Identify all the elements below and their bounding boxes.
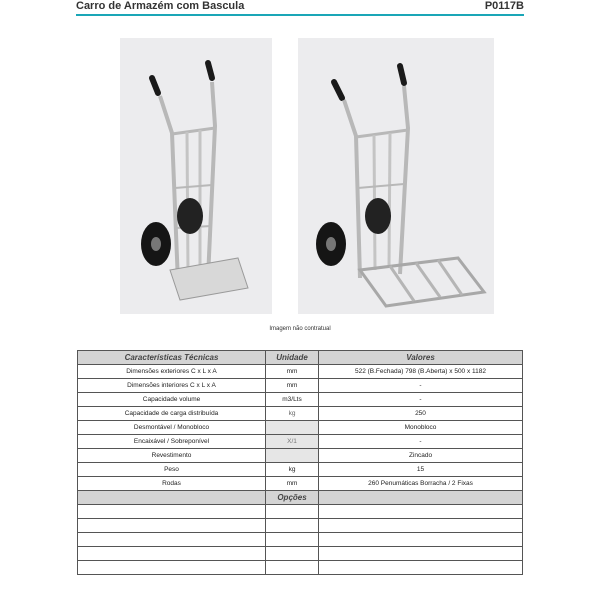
table-row — [78, 365, 523, 379]
table-row — [78, 463, 523, 477]
row-label: Dimensões exteriores C x L x A — [78, 365, 266, 379]
options-header-row — [78, 491, 523, 505]
hand-truck-open-image — [298, 38, 494, 314]
options-row — [78, 547, 523, 561]
row-label: Dimensões interiores C x L x A — [78, 379, 266, 393]
row-unit: mm — [266, 477, 319, 491]
row-label: Encaixável / Sobreponível — [78, 435, 266, 449]
table-row — [78, 477, 523, 491]
row-unit: mm — [266, 379, 319, 393]
row-label: Desmontável / Monobloco — [78, 421, 266, 435]
table-row — [78, 379, 523, 393]
options-label: Opções — [266, 491, 319, 505]
table-row — [78, 407, 523, 421]
hand-truck-closed-image — [120, 38, 272, 314]
row-unit: kg — [266, 463, 319, 477]
header-unit: Unidade — [266, 351, 319, 365]
row-unit: m3/Lts — [266, 393, 319, 407]
header-characteristics: Características Técnicas — [78, 351, 266, 365]
options-row — [78, 561, 523, 575]
row-unit: kg — [266, 407, 319, 421]
technical-specs-table — [77, 350, 523, 575]
page-header — [76, 0, 524, 16]
row-value: - — [319, 379, 523, 393]
product-photo-closed — [120, 38, 272, 314]
product-code: P0117B — [484, 0, 524, 12]
row-value: - — [319, 435, 523, 449]
options-row — [78, 533, 523, 547]
options-row — [78, 519, 523, 533]
header-title: Carro de Armazém com Bascula — [76, 0, 245, 12]
table-row — [78, 393, 523, 407]
row-value: 522 (B.Fechada) 798 (B.Aberta) x 500 x 1182 — [319, 365, 523, 379]
row-unit — [266, 449, 319, 463]
row-value: Monobloco — [319, 421, 523, 435]
row-unit — [266, 421, 319, 435]
row-label: Revestimento — [78, 449, 266, 463]
table-row — [78, 435, 523, 449]
row-label: Peso — [78, 463, 266, 477]
table-row — [78, 449, 523, 463]
image-disclaimer: Imagem não contratual — [269, 326, 331, 332]
row-value: - — [319, 393, 523, 407]
row-value: Zincado — [319, 449, 523, 463]
header-values: Valores — [319, 351, 523, 365]
row-value: 260 Penumáticas Borracha / 2 Fixas — [319, 477, 523, 491]
row-unit: X/1 — [266, 435, 319, 449]
table-header-row — [78, 351, 523, 365]
row-value: 250 — [319, 407, 523, 421]
row-label: Capacidade volume — [78, 393, 266, 407]
row-label: Capacidade de carga distribuída — [78, 407, 266, 421]
row-value: 15 — [319, 463, 523, 477]
row-unit: mm — [266, 365, 319, 379]
options-row — [78, 505, 523, 519]
row-label: Rodas — [78, 477, 266, 491]
table-row — [78, 421, 523, 435]
product-photo-open — [298, 38, 494, 314]
